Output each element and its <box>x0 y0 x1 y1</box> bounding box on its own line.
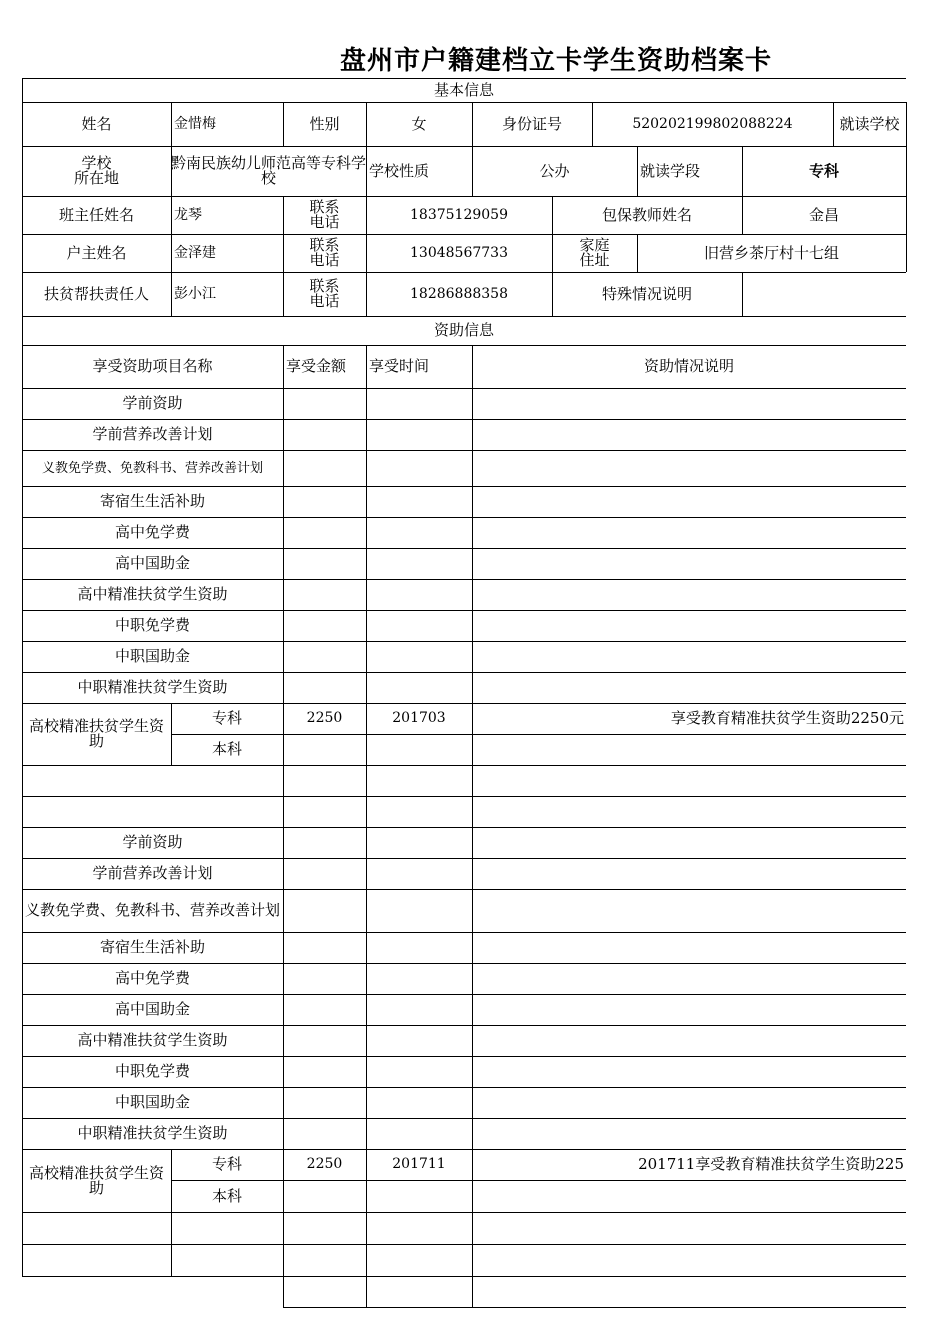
col-desc-header: 资助情况说明 <box>643 357 734 375</box>
id-label: 身份证号 <box>501 114 562 133</box>
project-row-label: 高中精准扶贫学生资助 <box>77 585 228 603</box>
funding-info-header: 资助信息 <box>433 321 494 339</box>
id-value: 520202199802088224 <box>632 115 793 132</box>
project-row-label: 学前资助 <box>122 833 183 851</box>
project-row-label: 中职精准扶贫学生资助 <box>77 1124 228 1142</box>
grid-line-h <box>22 796 906 797</box>
grid-line-h <box>22 1212 906 1213</box>
project-row-label: 义教免学费、免教科书、营养改善计划 <box>41 460 263 476</box>
grid-line-h <box>283 1307 906 1308</box>
guarantor-teacher-value: 金昌 <box>808 205 839 224</box>
aid-time-2: 201711 <box>392 1156 446 1172</box>
aid-person-value: 彭小江 <box>174 285 216 302</box>
grid-line-h <box>22 1276 906 1277</box>
col-time-header: 享受时间 <box>369 357 430 375</box>
project-row-label: 学前营养改善计划 <box>92 425 213 443</box>
project-row-label: 高中精准扶贫学生资助 <box>77 1031 228 1049</box>
page-title: 盘州市户籍建档立卡学生资助档案卡 <box>340 46 773 76</box>
aid-desc-2: 201711享受教育精准扶贫学生资助225 <box>638 1155 904 1173</box>
school-type-label: 学校性质 <box>369 161 430 180</box>
householder-phone-label: 联系 电话 <box>309 236 340 269</box>
aid-time-1: 201703 <box>392 710 446 726</box>
college-bk-label: 本科 <box>211 1186 242 1205</box>
home-address-label: 家庭 住址 <box>579 236 610 269</box>
school-type-value: 公办 <box>539 161 570 180</box>
aid-phone-value: 18286888358 <box>410 285 508 302</box>
aid-amount-1: 2250 <box>306 710 343 726</box>
college-aid-label: 高校精准扶贫学生资助 <box>28 717 164 750</box>
gender-value: 女 <box>411 114 427 133</box>
school-location-value: 黔南民族幼儿师范高等专科学校 <box>171 154 366 187</box>
project-row-label: 中职国助金 <box>114 647 190 665</box>
study-stage-value: 专科 <box>808 161 839 180</box>
col-project-header: 享受资助项目名称 <box>92 357 213 375</box>
guarantor-teacher-label: 包保教师姓名 <box>601 205 692 224</box>
aid-desc-1: 享受教育精准扶贫学生资助2250元 <box>670 709 904 727</box>
name-label: 姓名 <box>81 114 112 133</box>
college-zk-label: 专科 <box>211 709 242 727</box>
aid-amount-2: 2250 <box>306 1156 343 1172</box>
project-row-label: 寄宿生生活补助 <box>99 938 205 956</box>
householder-value: 金泽建 <box>174 244 216 261</box>
householder-phone-value: 13048567733 <box>410 244 508 261</box>
project-row-label: 中职精准扶贫学生资助 <box>77 678 228 696</box>
college-aid-label: 高校精准扶贫学生资助 <box>28 1163 164 1197</box>
basic-info-header: 基本信息 <box>433 80 494 99</box>
grid-line-v <box>742 272 743 316</box>
gender-label: 性别 <box>309 114 340 133</box>
project-row-label: 高中国助金 <box>114 554 190 572</box>
class-teacher-value: 龙琴 <box>174 206 202 223</box>
aid-phone-label: 联系 电话 <box>309 277 340 310</box>
project-row-label: 高中国助金 <box>114 1000 190 1018</box>
project-row-label: 中职免学费 <box>114 616 190 634</box>
project-row-label: 学前营养改善计划 <box>92 864 213 882</box>
project-row-label: 中职国助金 <box>114 1093 190 1111</box>
school-label: 就读学校 <box>839 114 900 133</box>
project-row-label: 高中免学费 <box>114 523 190 541</box>
aid-person-label: 扶贫帮扶责任人 <box>43 284 149 303</box>
college-zk-label: 专科 <box>211 1155 242 1173</box>
col-amount-header: 享受金额 <box>286 357 347 375</box>
teacher-phone-label: 联系 电话 <box>309 198 340 231</box>
study-stage-label: 就读学段 <box>640 161 701 180</box>
project-row-label: 寄宿生生活补助 <box>99 492 205 510</box>
grid-line-h <box>22 765 906 766</box>
householder-label: 户主姓名 <box>66 243 127 262</box>
name-value: 金惜梅 <box>174 115 216 132</box>
special-note-label: 特殊情况说明 <box>601 284 692 303</box>
college-bk-label: 本科 <box>211 740 242 758</box>
home-address-value: 旧营乡茶厅村十七组 <box>703 243 839 262</box>
project-row-label: 学前资助 <box>122 394 183 412</box>
school-location-label: 学校 所在地 <box>73 154 119 187</box>
grid-line-h <box>22 1244 906 1245</box>
grid-line-v <box>906 102 907 272</box>
project-row-label: 义教免学费、免教科书、营养改善计划 <box>24 901 280 919</box>
project-row-label: 中职免学费 <box>114 1062 190 1080</box>
project-row-label: 高中免学费 <box>114 969 190 987</box>
teacher-phone-value: 18375129059 <box>410 206 508 223</box>
class-teacher-label: 班主任姓名 <box>58 205 134 224</box>
